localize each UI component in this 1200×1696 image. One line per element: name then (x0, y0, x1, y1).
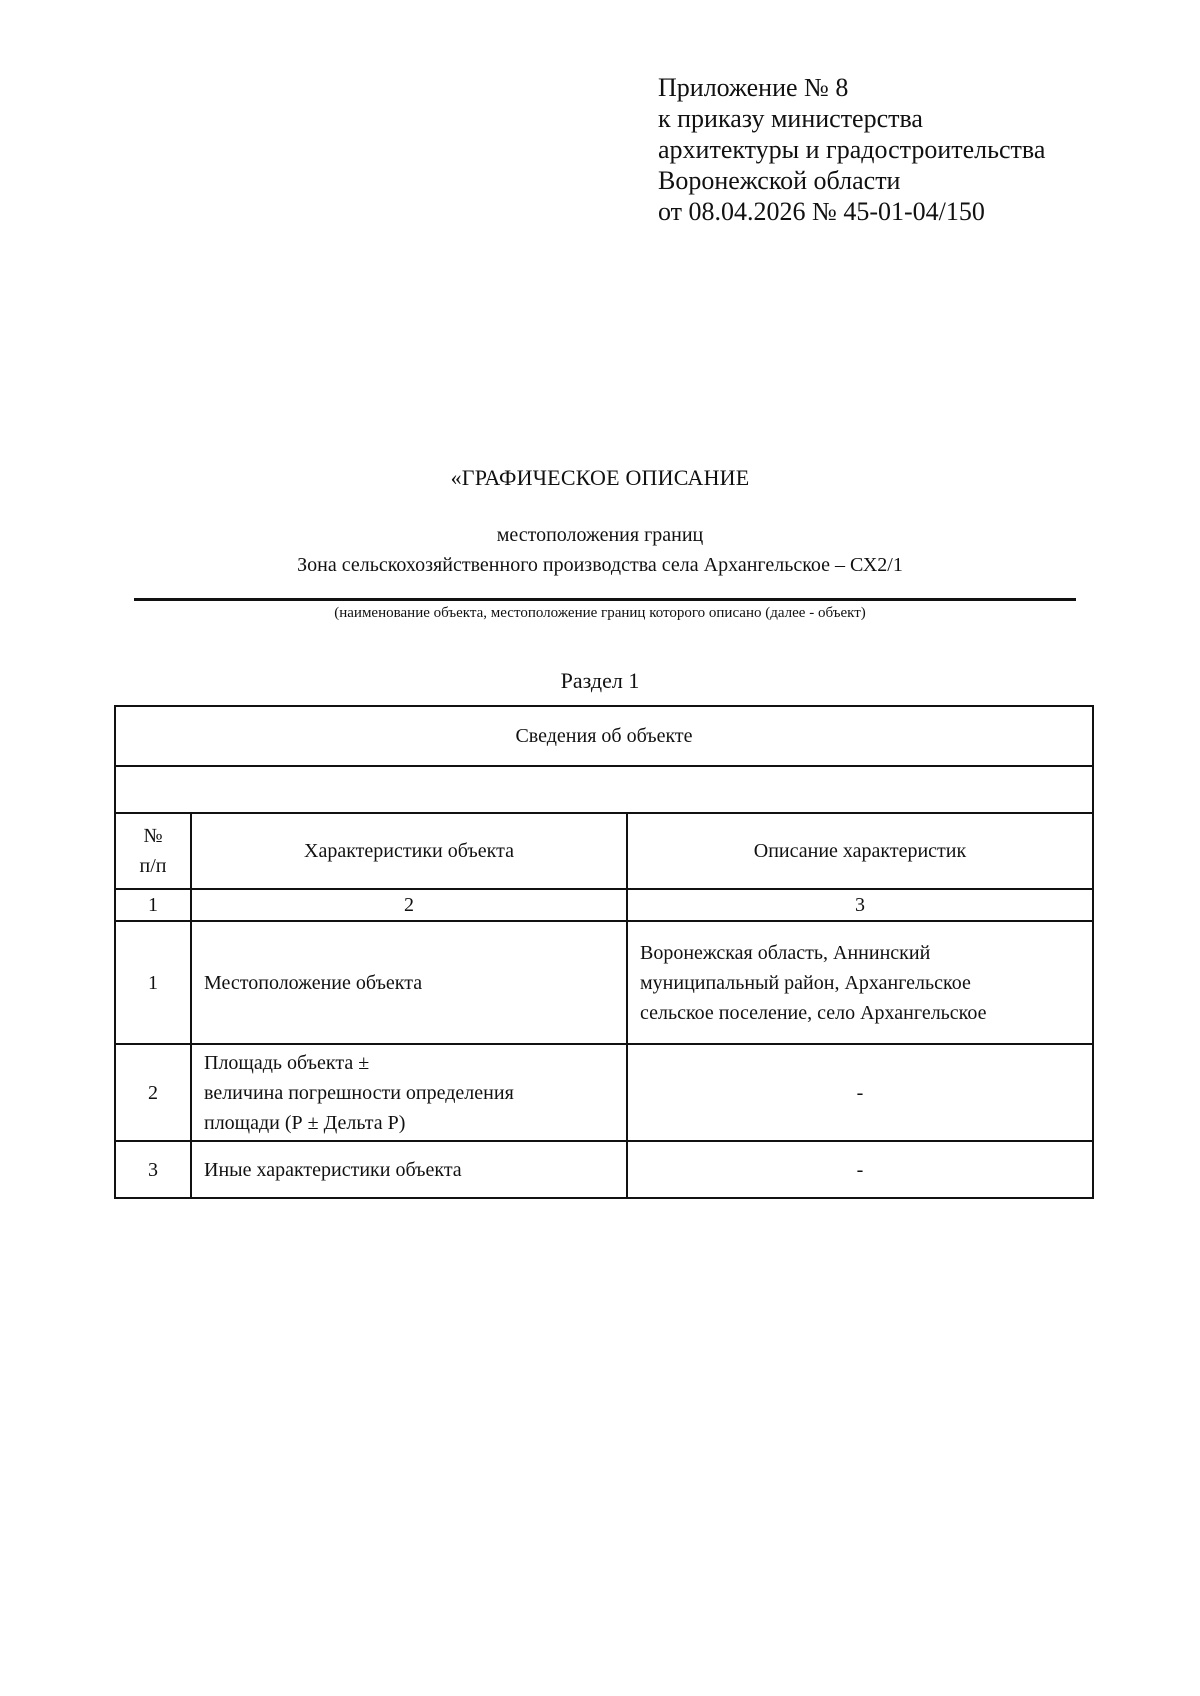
appendix-header (658, 72, 1045, 227)
table-empty-cell (115, 766, 1093, 813)
document-title: «ГРАФИЧЕСКОЕ ОПИСАНИЕ (450, 465, 750, 490)
document-subtitle: местоположения границ (496, 524, 704, 546)
appendix-line: к приказу министерства (658, 104, 923, 133)
table-heading-row (115, 706, 1093, 766)
text-line: Воронежская область, Аннинский (640, 941, 931, 964)
underline-rule (134, 598, 1076, 601)
table-column-numbers (115, 889, 1093, 921)
column-header-description: Описание характеристик (627, 813, 1093, 889)
table-row (115, 1141, 1093, 1198)
table-empty-row (115, 766, 1093, 813)
column-header-num-line: № (143, 825, 163, 847)
row-characteristic (191, 921, 627, 1044)
column-number: 3 (627, 889, 1093, 921)
row-characteristic (191, 1044, 627, 1141)
table-row (115, 1044, 1093, 1141)
column-number: 1 (115, 889, 191, 921)
row-number: 2 (115, 1044, 191, 1141)
text-line: Иные характеристики объекта (204, 1158, 462, 1181)
column-number: 2 (191, 889, 627, 921)
table-column-headers (115, 813, 1093, 889)
object-name: Зона сельскохозяйственного производства села Архангельское – СХ2/1 (297, 554, 903, 576)
text-line: Площадь объекта ± (204, 1051, 370, 1074)
text-line: муниципальный район, Архангельское (640, 971, 971, 994)
column-header-num (115, 813, 191, 889)
section-label: Раздел 1 (560, 668, 640, 693)
row-description (627, 1044, 1093, 1141)
text-line: - (856, 1081, 864, 1104)
appendix-line: архитектуры и градостроительства (658, 135, 1046, 164)
column-header-num-line: п/п (139, 855, 167, 877)
text-line: - (856, 1158, 864, 1181)
object-info-table (114, 705, 1094, 1199)
table-row (115, 921, 1093, 1044)
text-line: сельское поселение, село Архангельское (640, 1001, 987, 1024)
row-number: 3 (115, 1141, 191, 1198)
text-line: величина погрешности определения (204, 1081, 514, 1104)
column-header-characteristics: Характеристики объекта (191, 813, 627, 889)
row-number: 1 (115, 921, 191, 1044)
row-description (627, 921, 1093, 1044)
rule-caption: (наименование объекта, местоположение границ которого описано (далее - объект) (334, 605, 866, 621)
appendix-line: Воронежской области (658, 166, 901, 195)
text-line: Местоположение объекта (204, 971, 423, 994)
appendix-line: Приложение № 8 (658, 73, 849, 102)
row-description (627, 1141, 1093, 1198)
row-characteristic (191, 1141, 627, 1198)
appendix-line: от 08.04.2026 № 45-01-04/150 (658, 197, 985, 226)
text-line: площади (Р ± Дельта Р) (204, 1111, 406, 1134)
table-heading: Сведения об объекте (115, 706, 1093, 766)
